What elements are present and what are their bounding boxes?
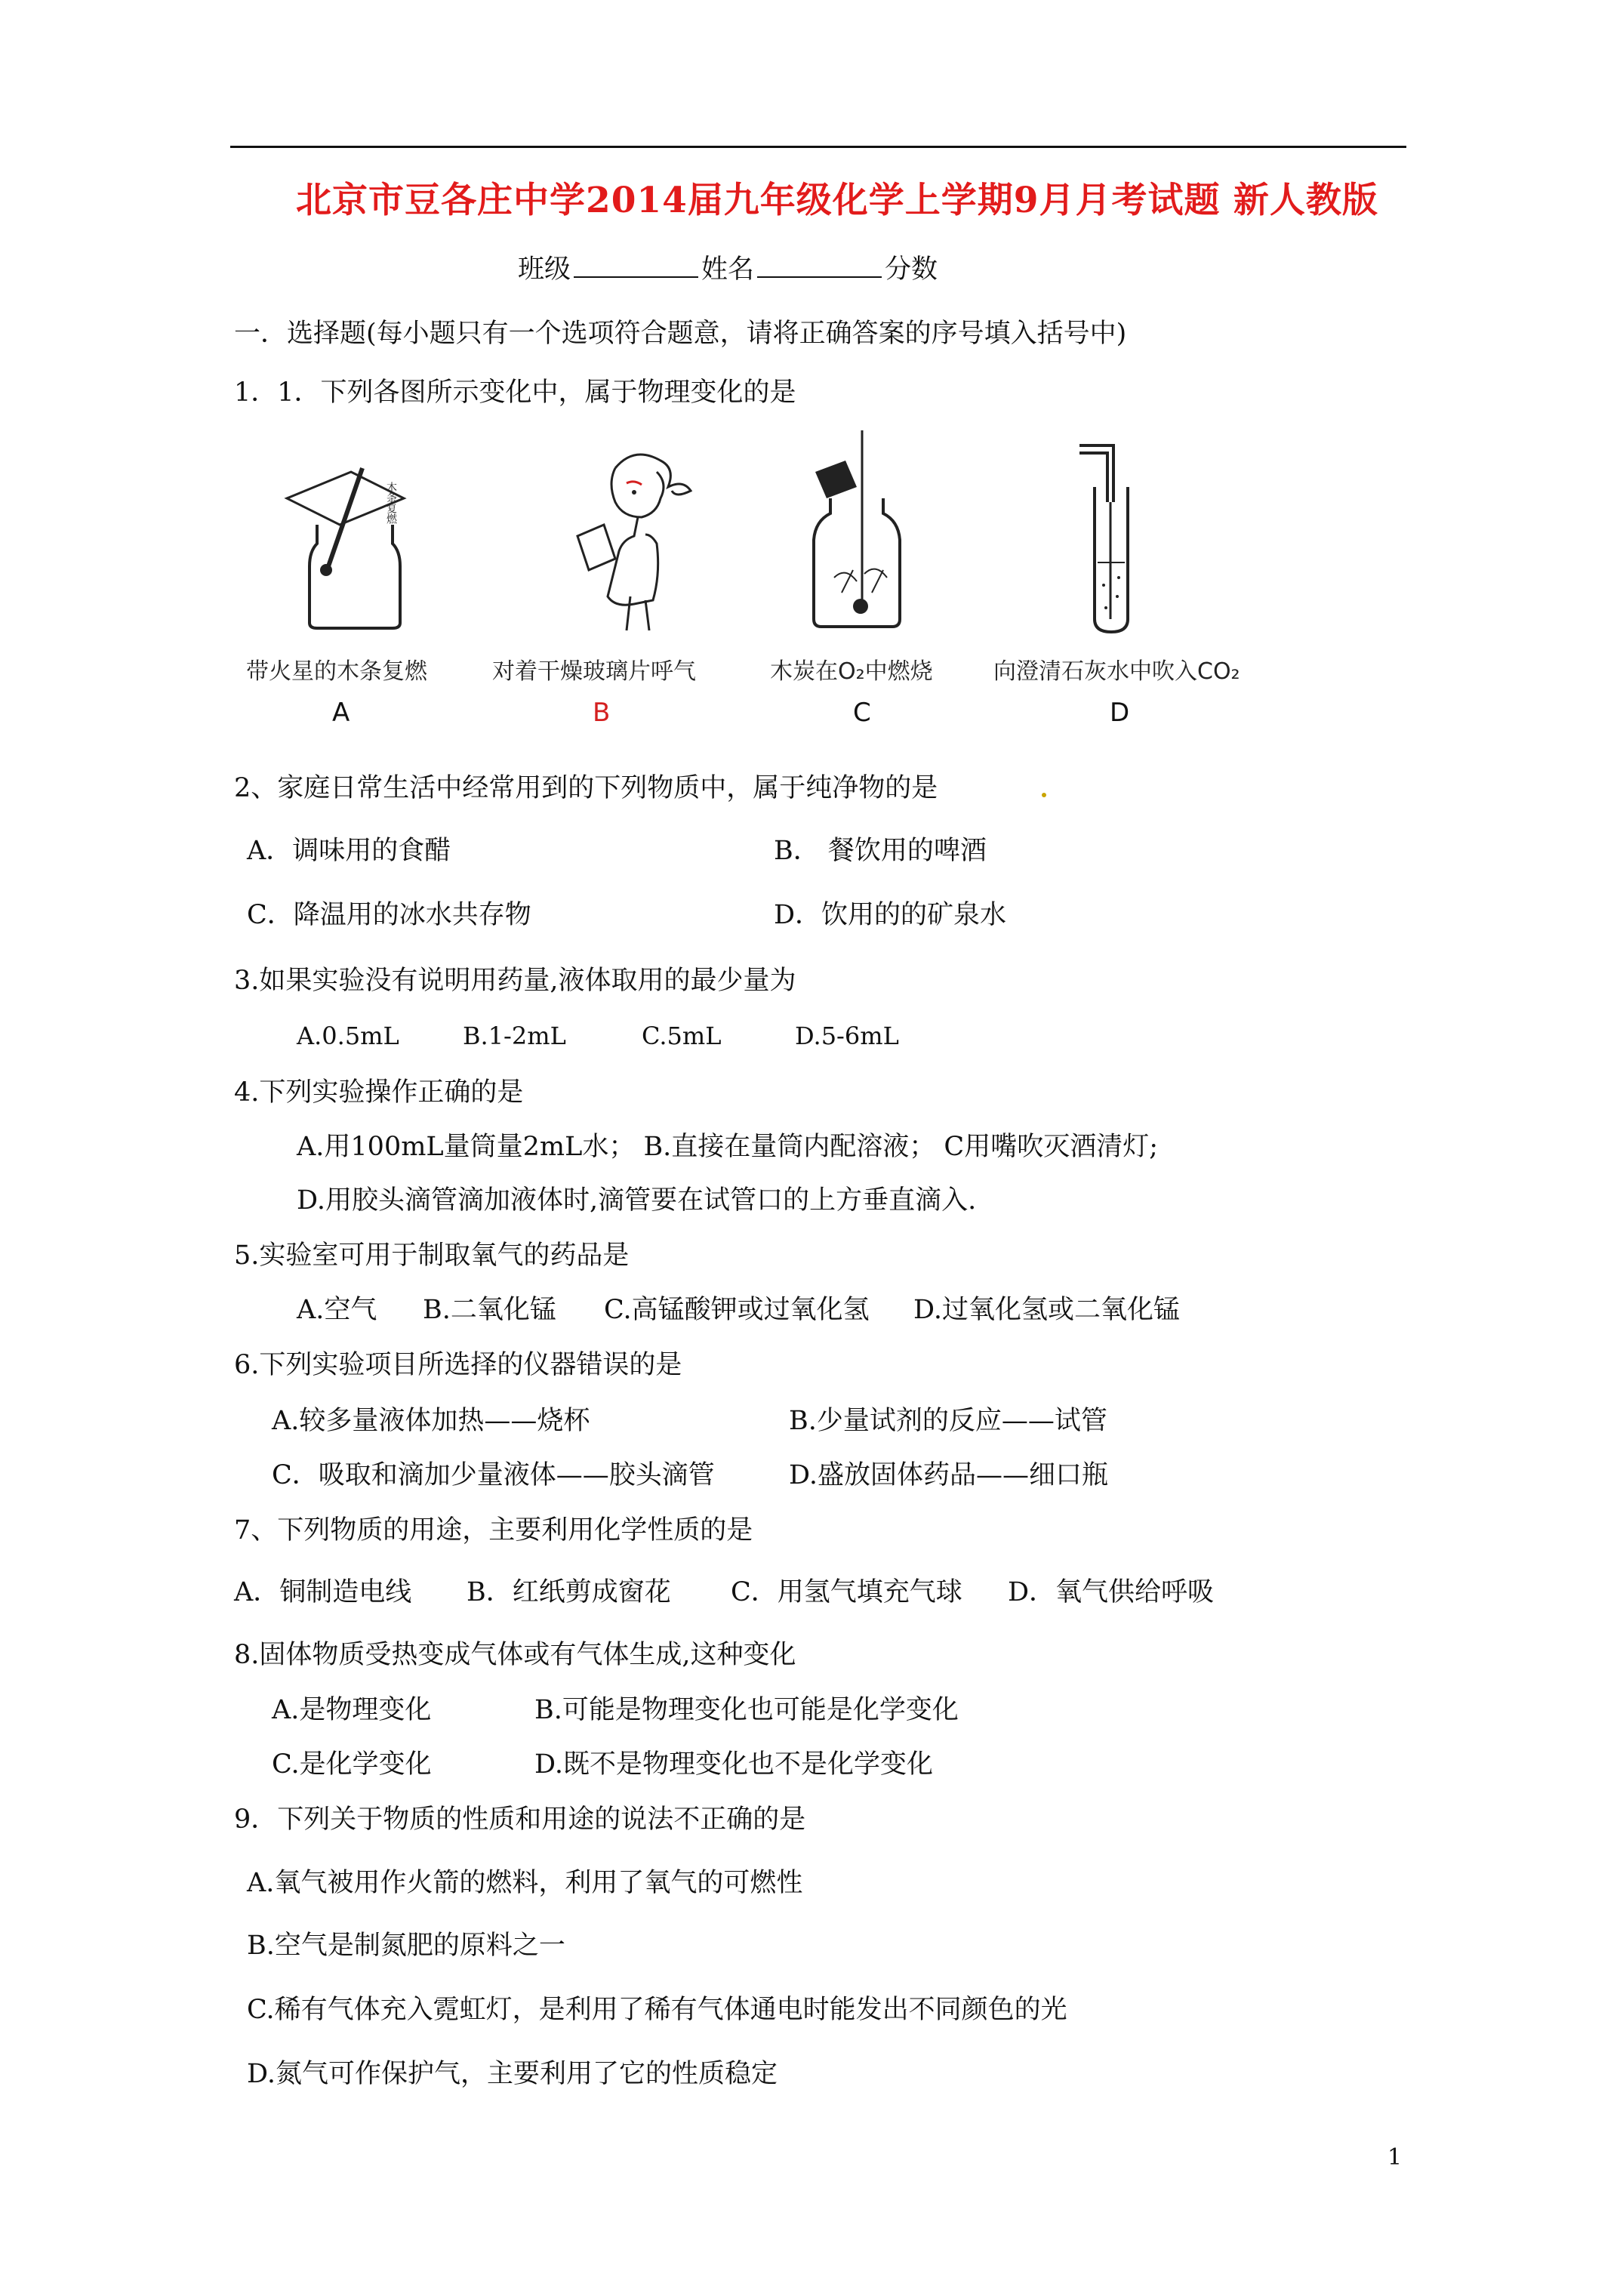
q3-option-b: B.1-2mL xyxy=(463,1022,566,1050)
figure-c-letter: C xyxy=(853,698,871,728)
q7-option-d: D．氧气供给呼吸 xyxy=(1008,1577,1215,1607)
q7-option-b: B．红纸剪成窗花 xyxy=(467,1577,671,1607)
figure-d-caption: 向澄清石灰水中吹入CO₂ xyxy=(993,658,1240,685)
q2-option-a: A．调味用的食醋 xyxy=(247,836,451,866)
header-rule xyxy=(230,146,1406,148)
name-blank[interactable] xyxy=(757,254,882,278)
q2-option-b: B． 餐饮用的啤酒 xyxy=(774,836,987,866)
q6-option-b: B.少量试剂的反应——试管 xyxy=(789,1406,1107,1436)
section-heading: 一．选择题(每小题只有一个选项符合题意，请将正确答案的序号填入括号中) xyxy=(234,319,1127,349)
class-label: 班级 xyxy=(518,254,571,285)
figure-d-letter: D xyxy=(1110,698,1130,728)
q5-option-c: C.高锰酸钾或过氧化氢 xyxy=(604,1295,870,1325)
q7-option-c: C．用氢气填充气球 xyxy=(731,1577,962,1607)
student-info-line xyxy=(518,254,938,283)
q3-option-a: A.0.5mL xyxy=(297,1022,399,1050)
q8-option-c: C.是化学变化 xyxy=(272,1749,432,1780)
q6-option-d: D.盛放固体药品——细口瓶 xyxy=(789,1460,1108,1490)
figure-d-test-tube xyxy=(1064,434,1155,638)
figure-a-letter: A xyxy=(332,698,350,728)
q7-stem: 7、下列物质的用途，主要利用化学性质的是 xyxy=(234,1515,753,1546)
figure-a-caption: 带火星的木条复燃 xyxy=(246,658,427,685)
q2-option-d: D．饮用的的矿泉水 xyxy=(774,900,1007,930)
q6-option-a: A.较多量液体加热——烧杯 xyxy=(272,1406,590,1436)
q3-option-d: D.5-6mL xyxy=(795,1022,899,1050)
q2-stem: 2、家庭日常生活中经常用到的下列物质中，属于纯净物的是 xyxy=(234,773,938,803)
q4-options-line1: A.用100mL量筒量2mL水； B.直接在量筒内配溶液； C用嘴吹灭酒清灯; xyxy=(297,1132,1159,1162)
q4-stem: 4.下列实验操作正确的是 xyxy=(234,1077,524,1108)
figure-b-letter: B xyxy=(593,698,611,728)
figure-b-caption: 对着干燥玻璃片呼气 xyxy=(492,658,696,685)
page-number: 1 xyxy=(1387,2144,1403,2171)
page-title: 北京市豆各庄中学2014届九年级化学上学期9月月考试题 新人教版 xyxy=(296,180,1378,221)
q8-option-a: A.是物理变化 xyxy=(272,1695,432,1725)
figure-a-bottle-splint xyxy=(279,453,430,634)
q8-option-d: D.既不是物理变化也不是化学变化 xyxy=(534,1749,933,1780)
figure-a-side-label: 木条复燃 xyxy=(385,482,397,524)
q6-stem: 6.下列实验项目所选择的仪器错误的是 xyxy=(234,1350,682,1380)
q8-option-b: B.可能是物理变化也可能是化学变化 xyxy=(534,1695,959,1725)
q9-option-b: B.空气是制氮肥的原料之一 xyxy=(247,1931,565,1961)
q5-stem: 5.实验室可用于制取氧气的药品是 xyxy=(234,1240,630,1271)
q3-stem: 3.如果实验没有说明用药量,液体取用的最少量为 xyxy=(234,966,796,996)
stray-dot xyxy=(1042,793,1046,797)
q5-option-d: D.过氧化氢或二氧化锰 xyxy=(913,1295,1180,1325)
score-label: 分数 xyxy=(885,254,938,285)
q9-option-c: C.稀有气体充入霓虹灯，是利用了稀有气体通电时能发出不同颜色的光 xyxy=(247,1995,1067,2025)
q7-option-a: A．铜制造电线 xyxy=(234,1577,412,1607)
q1-stem: 1．1．下列各图所示变化中，属于物理变化的是 xyxy=(234,378,796,408)
class-blank[interactable] xyxy=(574,254,698,278)
q8-stem: 8.固体物质受热变成气体或有气体生成,这种变化 xyxy=(234,1640,796,1670)
q5-option-b: B.二氧化锰 xyxy=(423,1295,556,1325)
q9-option-a: A.氧气被用作火箭的燃料，利用了氧气的可燃性 xyxy=(247,1868,803,1898)
q3-option-c: C.5mL xyxy=(642,1022,722,1050)
q2-option-c: C．降温用的冰水共存物 xyxy=(247,900,531,930)
figure-c-charcoal-bottle xyxy=(800,427,913,634)
q9-stem: 9．下列关于物质的性质和用途的说法不正确的是 xyxy=(234,1804,806,1835)
q6-option-c: C．吸取和滴加少量液体——胶头滴管 xyxy=(272,1460,715,1490)
q5-option-a: A.空气 xyxy=(297,1295,377,1325)
figure-b-girl-breathing xyxy=(562,445,698,634)
q9-option-d: D.氮气可作保护气，主要利用了它的性质稳定 xyxy=(247,2059,778,2089)
q4-options-line2: D.用胶头滴管滴加液体时,滴管要在试管口的上方垂直滴入. xyxy=(297,1185,977,1216)
name-label: 姓名 xyxy=(701,254,755,285)
figure-c-caption: 木炭在O₂中燃烧 xyxy=(770,658,933,685)
